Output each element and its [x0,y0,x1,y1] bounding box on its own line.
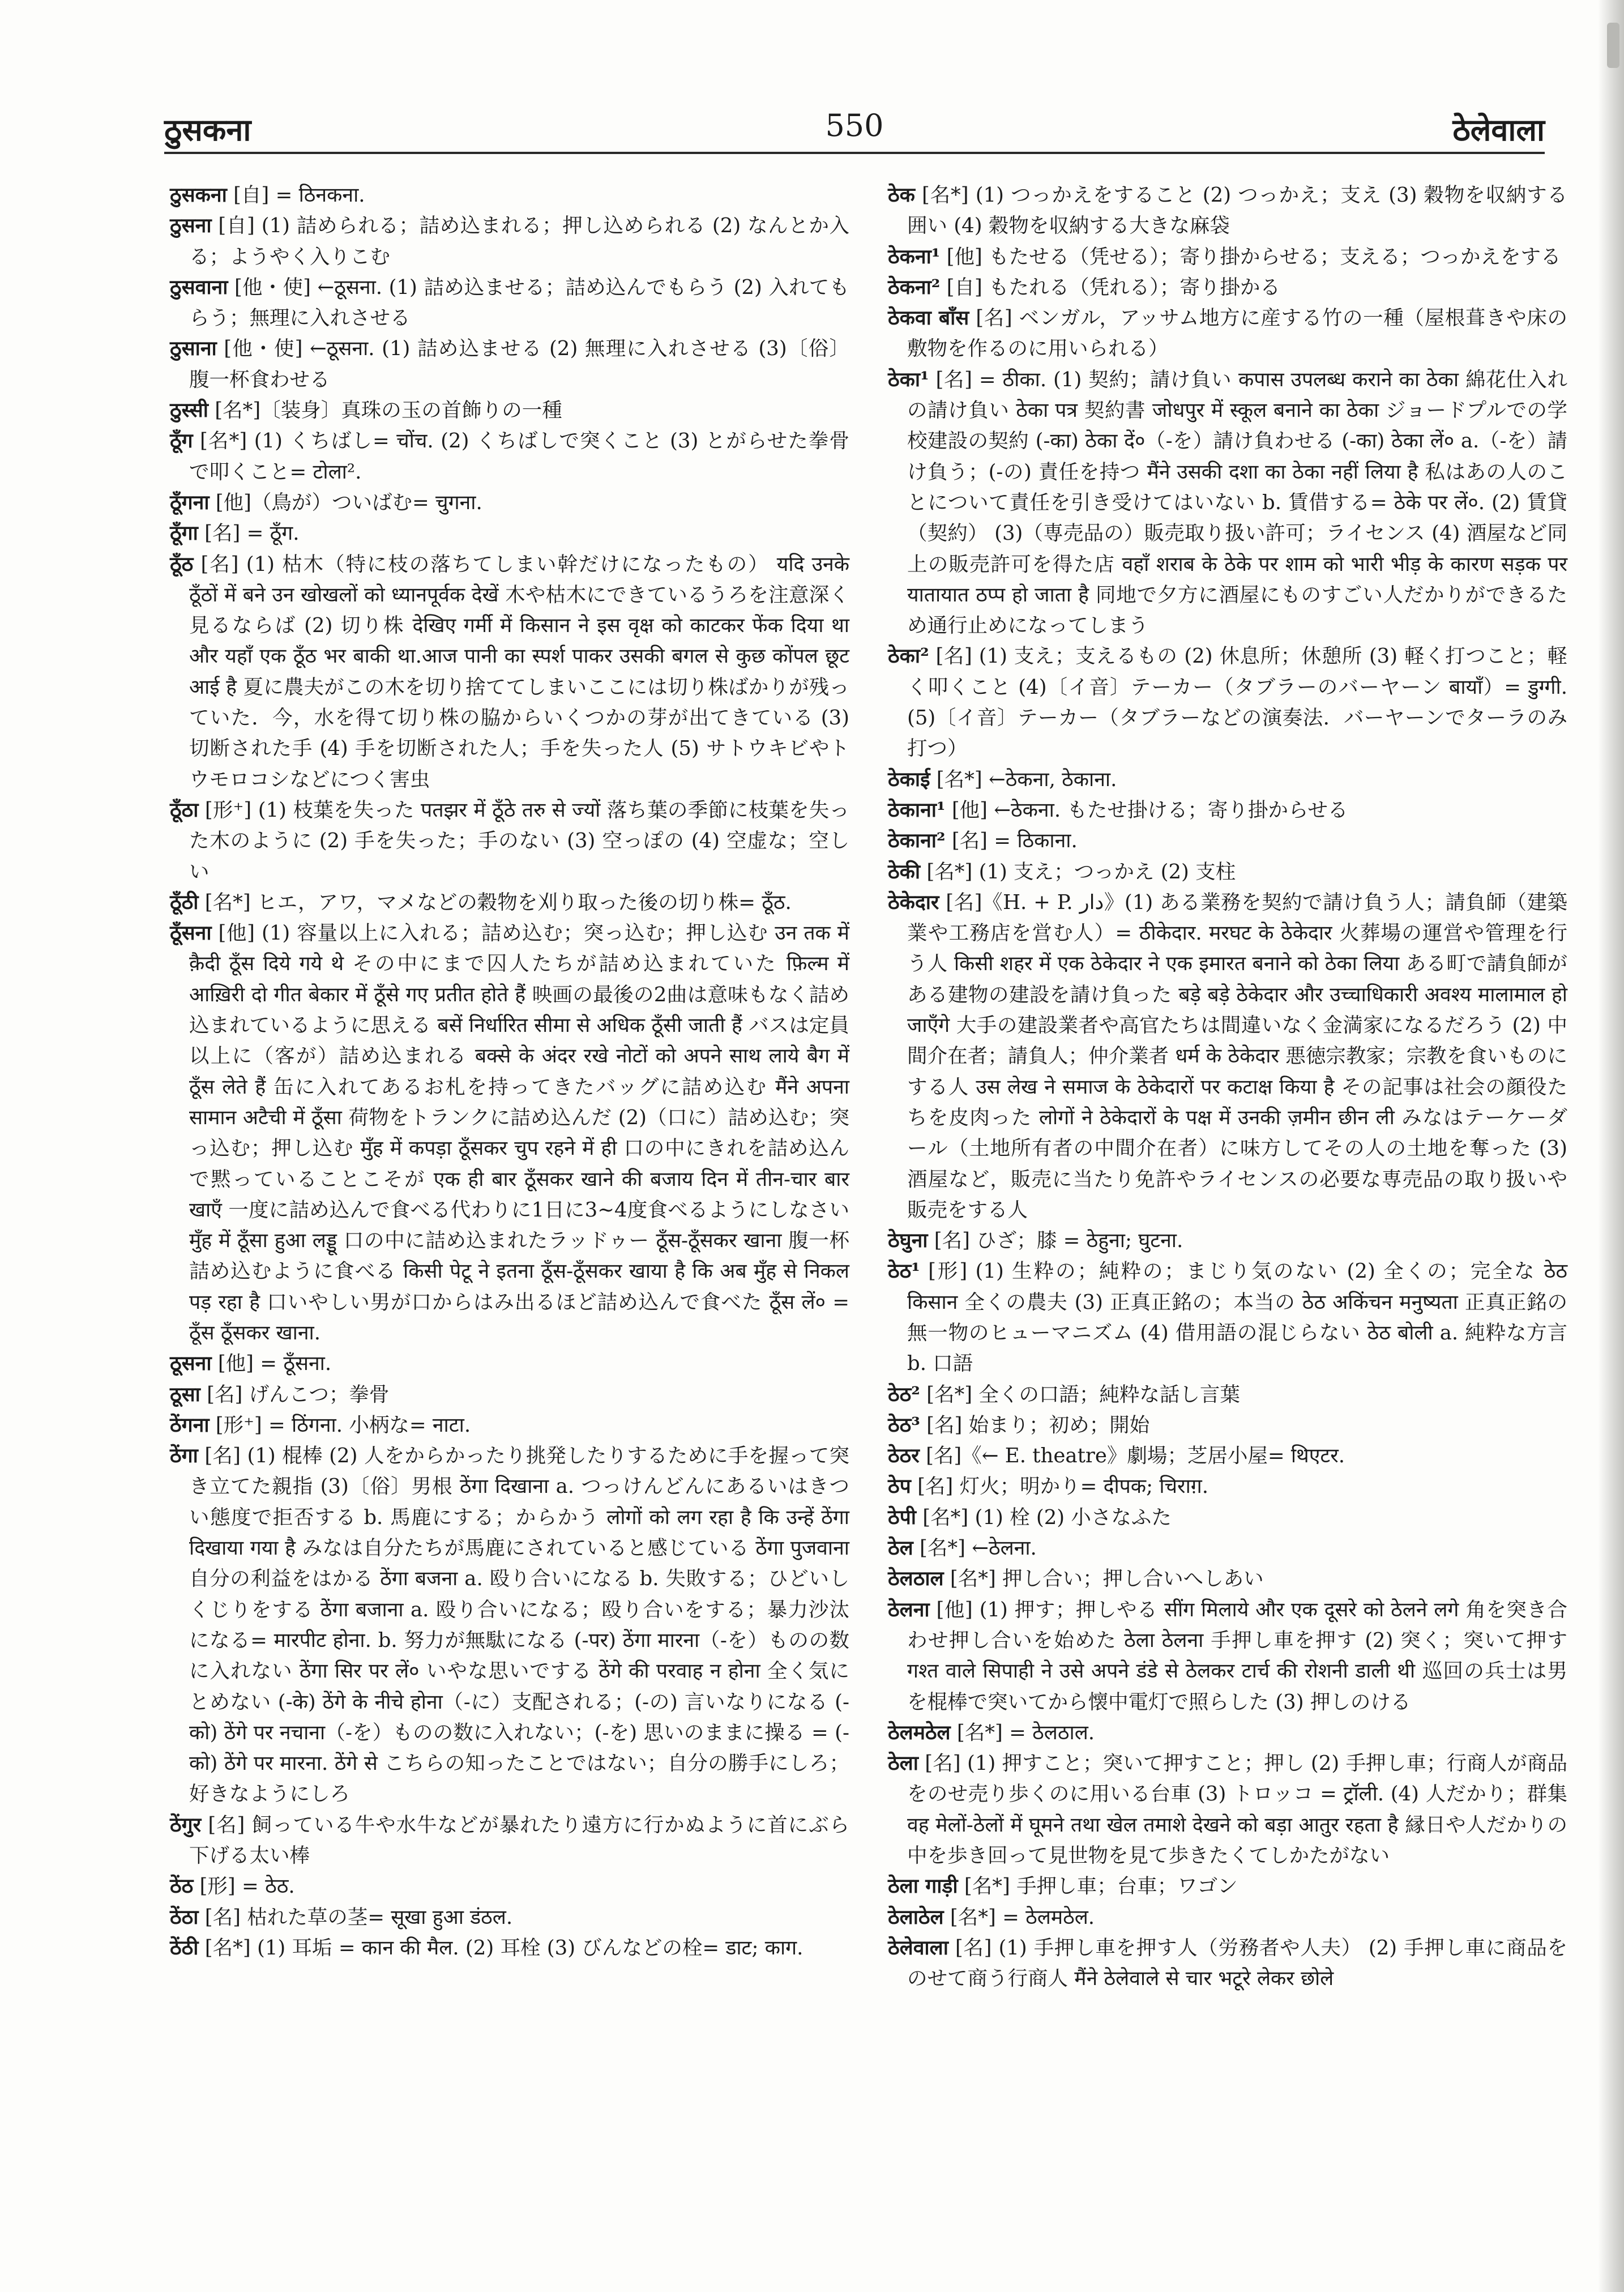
entry-headword: ठेकना² [888,275,941,299]
entry-headword: ठेंठी [170,1936,199,1960]
right-running-headword: ठेलेवाला [1452,112,1545,148]
entry-headword: ठेकेदार [888,890,939,914]
entry-definition: [名] (1) 枯木（特に枝の落ちてしまい幹だけになったもの） यदि उनके ठूँठों में बने उन खोखलों को ध्यानपूर्वक देखें 木や枯木にできているうろを注意深く見るならば (2) 切り株 देखिए गर्मी में किसान ने इस वृक्ष को काटकर फेंक दिया था और यहाँ एक ठूँठ भर बाकी था.आज पानी का स्पर्श पाकर उसकी बगल से कुछ कोंपल छूट आई है 夏に農夫がこの木を切り捨ててしまいここには切り株ばかりが残っていた．今，水を得て切り株の脇からいくつかの芽が出てきている (3) 切断された手 (4) 手を切断された人；手を失った人 (5) サトウキビやトウモロコシなどにつく害虫 [189,552,849,791]
entry-definition: [名] ひざ；膝 = ठेहुना; घुटना. [928,1229,1183,1253]
dictionary-entry [888,1441,1567,1471]
entry-definition: [名*] (1) くちばし= चोंच. (2) くちばしで突くこと (3) とがらせた拳骨で叩くこと= टोला². [189,429,849,484]
entry-headword: ठेकना¹ [888,245,941,268]
entry-definition: [他] もたせる（凭せる）；寄り掛からせる；支える；つっかえをする [940,245,1561,268]
dictionary-entry [170,334,849,395]
entry-headword: ठेल [888,1536,913,1560]
entry-definition: [他・使] ←ठूसना. (1) 詰め込ませる (2) 無理に入れさせる (3)〔俗〕腹一杯食わせる [189,337,849,391]
dictionary-entry [170,1871,849,1902]
entry-definition: [他] (1) 容量以上に入れる；詰め込む；突っ込む；押し込む उन तक में क़ैदी ठूँस दिये गये थे その中にまで囚人たちが詰め込まれていた फ़िल्म में आख़िरी दो गीत बेकार में ठूँसे गए प्रतीत होते हैं 映画の最後の2曲は意味もなく詰め込まれているように思える बसें निर्धारित सीमा से अधिक ठूँसी जाती हैं バスは定員以上に（客が）詰め込まれる बक्से के अंदर रखे नोटों को अपने साथ लाये बैग में ठूँस लेते हैं 缶に入れてあるお札を持ってきたバッグに詰め込む मैंने अपना सामान अटैची में ठूँसा 荷物をトランクに詰め込んだ (2)（口に）詰め込む；突っ込む；押し込む मुँह में कपड़ा ठूँसकर चुप रहने में ही 口の中にきれを詰め込んで黙っていることこそが एक ही बार ठूँसकर खाने की बजाय दिन में तीन-चार बार खाएँ 一度に詰め込んで食べる代わりに1日に3~4度食べるようにしなさい मुँह में ठूँसा हुआ लड्डू 口の中に詰め込まれたラッドゥー ठूँस-ठूँसकर खाना 腹一杯詰め込むように食べる किसी पेटू ने इतना ठूँस-ठूँसकर खाया है कि अब मुँह से निकल पड़ रहा है 口いやしい男が口からはみ出るほど詰め込んで食べた ठूँस लें० = ठूँस ठूँसकर खाना. [189,921,849,1345]
dictionary-entry [888,180,1567,242]
entry-headword: ठेठ¹ [888,1260,920,1283]
entry-headword: ठेंगा [170,1444,198,1468]
entry-definition: [自] (1) 詰められる；詰め込まれる；押し込められる (2) なんとか入る；ようやく入りこむ [189,214,849,268]
entry-headword: ठुसवाना [170,275,228,299]
entry-definition: [名] 枯れた草の茎= सूखा हुआ डंठल. [198,1905,513,1929]
entry-definition: [名] = ठिकाना. [945,829,1078,853]
dictionary-entry [170,180,849,211]
dictionary-entry [170,1441,849,1810]
entry-definition: [名] 飼っている牛や水牛などが暴れたり遠方に行かぬように首にぶら下げる太い棒 [189,1813,849,1868]
dictionary-entry [170,518,849,549]
entry-definition: [名*] (1) 支え；つっかえ (2) 支柱 [920,860,1236,883]
entry-headword: ठेलाठेल [888,1905,944,1929]
entry-definition: [名*] 手押し車；台車；ワゴン [958,1875,1238,1898]
entry-definition: [名*] = ठेलठाल. [950,1721,1095,1744]
dictionary-entry [170,1933,849,1964]
dictionary-entry [888,1748,1567,1871]
entry-definition: [他] = ठूँसना. [211,1352,332,1376]
entry-definition: [名] (1) 押すこと；突いて押すこと；押し (2) 手押し車；行商人が商品をのせ売り歩くのに用いる台車 (3) トロッコ = ट्रॉली. (4) 人だかり；群集 वह मेलों-ठेलों में घूमने तथा खेल तमाशे देखने को बड़ा आतुर रहता है 縁日や人だかりの中を歩き回って見世物を見て歩きたくてしかたがない [907,1752,1567,1868]
entry-headword: ठेठ² [888,1382,920,1406]
entry-headword: ठूँसना [170,921,212,945]
dictionary-entry [170,426,849,488]
entry-headword: ठूँग [170,429,193,453]
entry-headword: ठेकाना¹ [888,798,946,822]
entry-headword: ठेलना [888,1598,930,1621]
dictionary-entry [170,211,849,272]
entry-definition: [名] 始まり；初め；開始 [920,1413,1150,1437]
entry-definition: [名] = ठीका. (1) 契約；請け負い कपास उपलब्ध कराने का ठेका 綿花仕入れの請け負い ठेका पत्र 契約書 जोधपुर में स्कूल बनाने का ठेका ジョードプルでの学校建設の契約 (-का) ठेका दें०（-を）請け負わせる (-का) ठेका लें० a.（-を）請け負う；(-の) 責任を持つ मैंने उसकी दशा का ठेका नहीं लिया है 私はあの人のことについて責任を引き受けてはいない b. 賃借する= ठेके पर लें०. (2) 賃貸（契約） (3)（専売品の）販売取り扱い許可；ライセンス (4) 酒屋など同上の販売許可を得た店 वहाँ शराब के ठेके पर शाम को भारी भीड़ के कारण सड़क पर यातायात ठप्प हो जाता है 同地で夕方に酒屋にものすごい人だかりができるため通行止めになってしまう [907,368,1567,638]
entry-definition: [他] ←ठेकना. もたせ掛ける；寄り掛からせる [945,798,1348,822]
dictionary-entry [888,1256,1567,1379]
page-number: 550 [825,108,884,143]
entry-headword: ठेकी [888,860,921,883]
dictionary-entry [888,272,1567,303]
entry-definition: [名*] (1) つっかえをすること (2) つっかえ；支え (3) 穀物を収納する囲い (4) 穀物を収納する大きな麻袋 [907,183,1567,238]
entry-definition: [名]《← E. theatre》劇場；芝居小屋= थिएटर. [919,1444,1345,1468]
entry-definition: [名*] 押し合い；押し合いへしあい [943,1567,1264,1591]
entry-headword: ठेका¹ [888,368,929,391]
entry-headword: ठुसना [170,214,212,238]
entry-definition: [形⁺] (1) 枝葉を失った पतझर में ठूँठे तरु से ज्यों 落ち葉の季節に枝葉を失った木のように (2) 手を失った；手のない (3) 空っぽの (4) 空虚な；空しい [189,798,849,883]
entry-headword: ठूसना [170,1352,212,1376]
dictionary-entry [170,272,849,334]
dictionary-entry [170,1902,849,1933]
entry-headword: ठूँगना [170,490,210,514]
entry-headword: ठेक [888,183,915,207]
entry-headword: ठेला [888,1752,918,1775]
entry-headword: ठुसाना [170,337,217,361]
dictionary-entry [888,795,1567,826]
entry-headword: ठुसकना [170,183,227,207]
entry-headword: ठुस्सी [170,399,208,422]
dictionary-entry [888,1718,1567,1748]
entry-definition: [名] = ठूँग. [198,522,300,545]
dictionary-entry [170,1348,849,1379]
dictionary-entry [170,549,849,795]
dictionary-entry [888,765,1567,795]
entry-headword: ठेलमठेल [888,1721,951,1744]
dictionary-entry [888,1933,1567,1995]
dictionary-entry [888,303,1567,365]
entry-definition: [名*] (1) 耳垢 = कान की मैल. (2) 耳栓 (3) びんなどの栓= डाट; काग. [198,1936,804,1960]
header-rule [164,152,1545,154]
entry-headword: ठेंठ [170,1875,194,1898]
dictionary-entry [888,1380,1567,1410]
dictionary-entry [888,365,1567,642]
page-header [164,108,1545,159]
entry-definition: [形] = ठेठ. [193,1875,295,1898]
entry-headword: ठूँगा [170,522,198,545]
entry-definition: [形⁺] = ठिंगना. 小柄な= नाटा. [209,1413,471,1437]
entry-headword: ठूसा [170,1382,200,1406]
dictionary-entry [170,887,849,918]
dictionary-entry [888,1471,1567,1502]
entry-definition: [名*] = ठेलमठेल. [943,1905,1095,1929]
entry-definition: [名*] ヒエ，アワ，マメなどの穀物を刈り取った後の切り株= ठूँठ. [198,890,792,914]
dictionary-entry [888,1871,1567,1902]
entry-headword: ठेकाई [888,767,930,791]
entry-headword: ठेपी [888,1505,916,1529]
entry-headword: ठेलेवाला [888,1936,948,1960]
entry-definition: [名]《H. + P. دار》(1) ある業務を契約で請け負う人；請負師（建築業や工務店を営む人）= ठीकेदार. मरघट के ठेकेदार 火葬場の運営や管理を行う人 किसी शहर में एक ठेकेदार ने एक इमारत बनाने को ठेका लिया ある町で請負師がある建物の建設を請け負った बड़े बड़े ठेकेदार और उच्चाधिकारी अवश्य मालामाल हो जाएँगे 大手の建設業者や高官たちは間違いなく金満家になるだろう (2) 中間介在者；請負人；仲介業者 धर्म के ठेकेदार 悪徳宗教家；宗教を食いものにする人 उस लेख ने समाज के ठेकेदारों पर कटाक्ष किया है その記事は社会の顔役たちを皮肉った लोगों ने ठेकेदारों के पक्ष में उनकी ज़मीन छीन ली みなはテーケーダール（土地所有者の中間介在者）に味方してその人の土地を奪った (3) 酒屋など，販売に当たり免許やライセンスの必要な専売品の取り扱いや販売をする人 [907,890,1567,1222]
entry-definition: [名] (1) 手押し車を押す人（労務者や人夫） (2) 手押し車に商品をのせて商う行商人 मैंने ठेलेवाले से चार भटूरे लेकर छोले [907,1936,1567,1991]
dictionary-entry [888,1410,1567,1441]
left-running-headword: ठुसकना [164,112,251,148]
dictionary-entry [170,1810,849,1872]
entry-definition: [名*] 全くの口語；純粋な話し言葉 [920,1382,1240,1406]
dictionary-entry [888,1564,1567,1594]
entry-definition: [名*]〔装身〕真珠の玉の首飾りの一種 [208,399,562,422]
entry-headword: ठेघुना [888,1229,928,1253]
dictionary-entry [170,795,849,887]
entry-headword: ठेठर [888,1444,920,1468]
entry-definition: [自] もたれる（凭れる）；寄り掛かる [940,275,1280,299]
entry-headword: ठेला गाड़ी [888,1875,958,1898]
entry-headword: ठेंगना [170,1413,210,1437]
dictionary-entry [888,826,1567,856]
entry-definition: [名*] ←ठेकना, ठेकाना. [930,767,1117,791]
dictionary-entry [170,918,849,1348]
entry-definition: [名] (1) 棍棒 (2) 人をからかったり挑発したりするために手を握って突き立てた親指 (3)〔俗〕男根 ठेंगा दिखाना a. つっけんどんにあるいはきつい態度で拒否する b. 馬鹿にする；からかう लोगों को लग रहा है कि उन्हें ठेंगा दिखाया गया है みなは自分たちが馬鹿にされていると感じている ठेंगा पुजवाना 自分の利益をはかる ठेंगा बजना a. 殴り合いになる b. 失敗する；ひどいしくじりをする ठेंगा बजाना a. 殴り合いになる；殴り合いをする；暴力沙汰になる= मारपीट होना. b. 努力が無駄になる (-पर) ठेंगा मारना（-を）ものの数に入れない ठेंगा सिर पर लें० いやな思いでする ठेंगे की परवाह न होना 全く気にとめない (-के) ठेंगे के नीचे होना（-に）支配される；(-の) 言いなりになる (-को) ठेंगे पर नचाना（-を）ものの数に入れない；(-を) 思いのままに操る = (-को) ठेंगे पर मारना. ठेंगे से こちらの知ったことではない；自分の勝手にしろ；好きなようにしろ [189,1444,849,1806]
dictionary-entry [888,242,1567,272]
right-column [888,180,1567,1995]
dictionary-entry [888,1503,1567,1533]
page-binding-shadow [1598,0,1624,2292]
dictionary-entry [888,857,1567,887]
entry-headword: ठेलठाल [888,1567,944,1591]
dictionary-entry [888,1902,1567,1933]
entry-headword: ठेकवा बाँस [888,306,969,330]
entry-definition: [名] (1) 支え；支えるもの (2) 休息所；休憩所 (3) 軽く打つこと；軽く叩くこと (4)〔イ音〕テーカー（タブラーのバーヤーン बायाँ）= डुग्गी. (5)〔イ音〕テーカー（タブラーなどの演奏法．バーヤーンでターラのみ打つ） [907,645,1567,761]
binding-mark [1607,23,1619,68]
entry-headword: ठेंठा [170,1905,199,1929]
entry-definition: [名*] (1) 栓 (2) 小さなふた [916,1505,1172,1529]
dictionary-entry [170,1380,849,1410]
entry-headword: ठेकाना² [888,829,946,853]
entry-headword: ठेंगुर [170,1813,202,1837]
dictionary-entry [888,1226,1567,1256]
dictionary-entry [170,395,849,426]
entry-definition: [名] げんこつ；拳骨 [200,1382,390,1406]
entry-definition: [自] = ठिनकना. [226,183,365,207]
entry-definition: [名] 灯火；明かり= दीपक; चिराग़. [911,1475,1209,1499]
dictionary-entry [170,488,849,518]
entry-headword: ठूँठा [170,798,199,822]
entry-definition: [名] ベンガル，アッサム地方に産する竹の一種（屋根葺きや床の敷物を作るのに用いられる） [907,306,1567,361]
entry-definition: [他]（鳥が）ついばむ= चुगना. [209,490,482,514]
entry-headword: ठेठ³ [888,1413,920,1437]
entry-headword: ठेका² [888,645,929,668]
entry-headword: ठूँठ [170,552,194,576]
entry-definition: [形] (1) 生粋の；純粋の；まじり気のない (2) 全くの；完全な ठेठ किसान 全くの農夫 (3) 正真正銘の；本当の ठेठ अकिंचन मनुष्यता 正真正銘の無一物のヒューマニズム (4) 借用語の混じらない ठेठ बोली a. 純粋な方言 b. 口語 [907,1260,1567,1376]
entry-headword: ठूँठी [170,890,199,914]
entry-definition: [他・使] ←ठूसना. (1) 詰め込ませる；詰め込んでもらう (2) 入れてもらう；無理に入れさせる [189,275,849,330]
entry-definition: [名*] ←ठेलना. [913,1536,1037,1560]
left-column [170,180,849,1964]
dictionary-entry [888,887,1567,1226]
dictionary-entry [888,1533,1567,1564]
entry-definition: [他] (1) 押す；押しやる सींग मिलाये और एक दूसरे को ठेलने लगे 角を突き合わせ押し合いを始めた ठेला ठेलना 手押し車を押す (2) 突く；突いて押す गश्त वाले सिपाही ने उसे अपने डंडे से ठेलकर टार्च की रोशनी डाली थी 巡回の兵士は男を棍棒で突いてから懐中電灯で照らした (3) 押しのける [907,1598,1567,1714]
entry-headword: ठेप [888,1475,911,1499]
dictionary-entry [888,1595,1567,1718]
dictionary-entry [170,1410,849,1441]
dictionary-entry [888,641,1567,764]
